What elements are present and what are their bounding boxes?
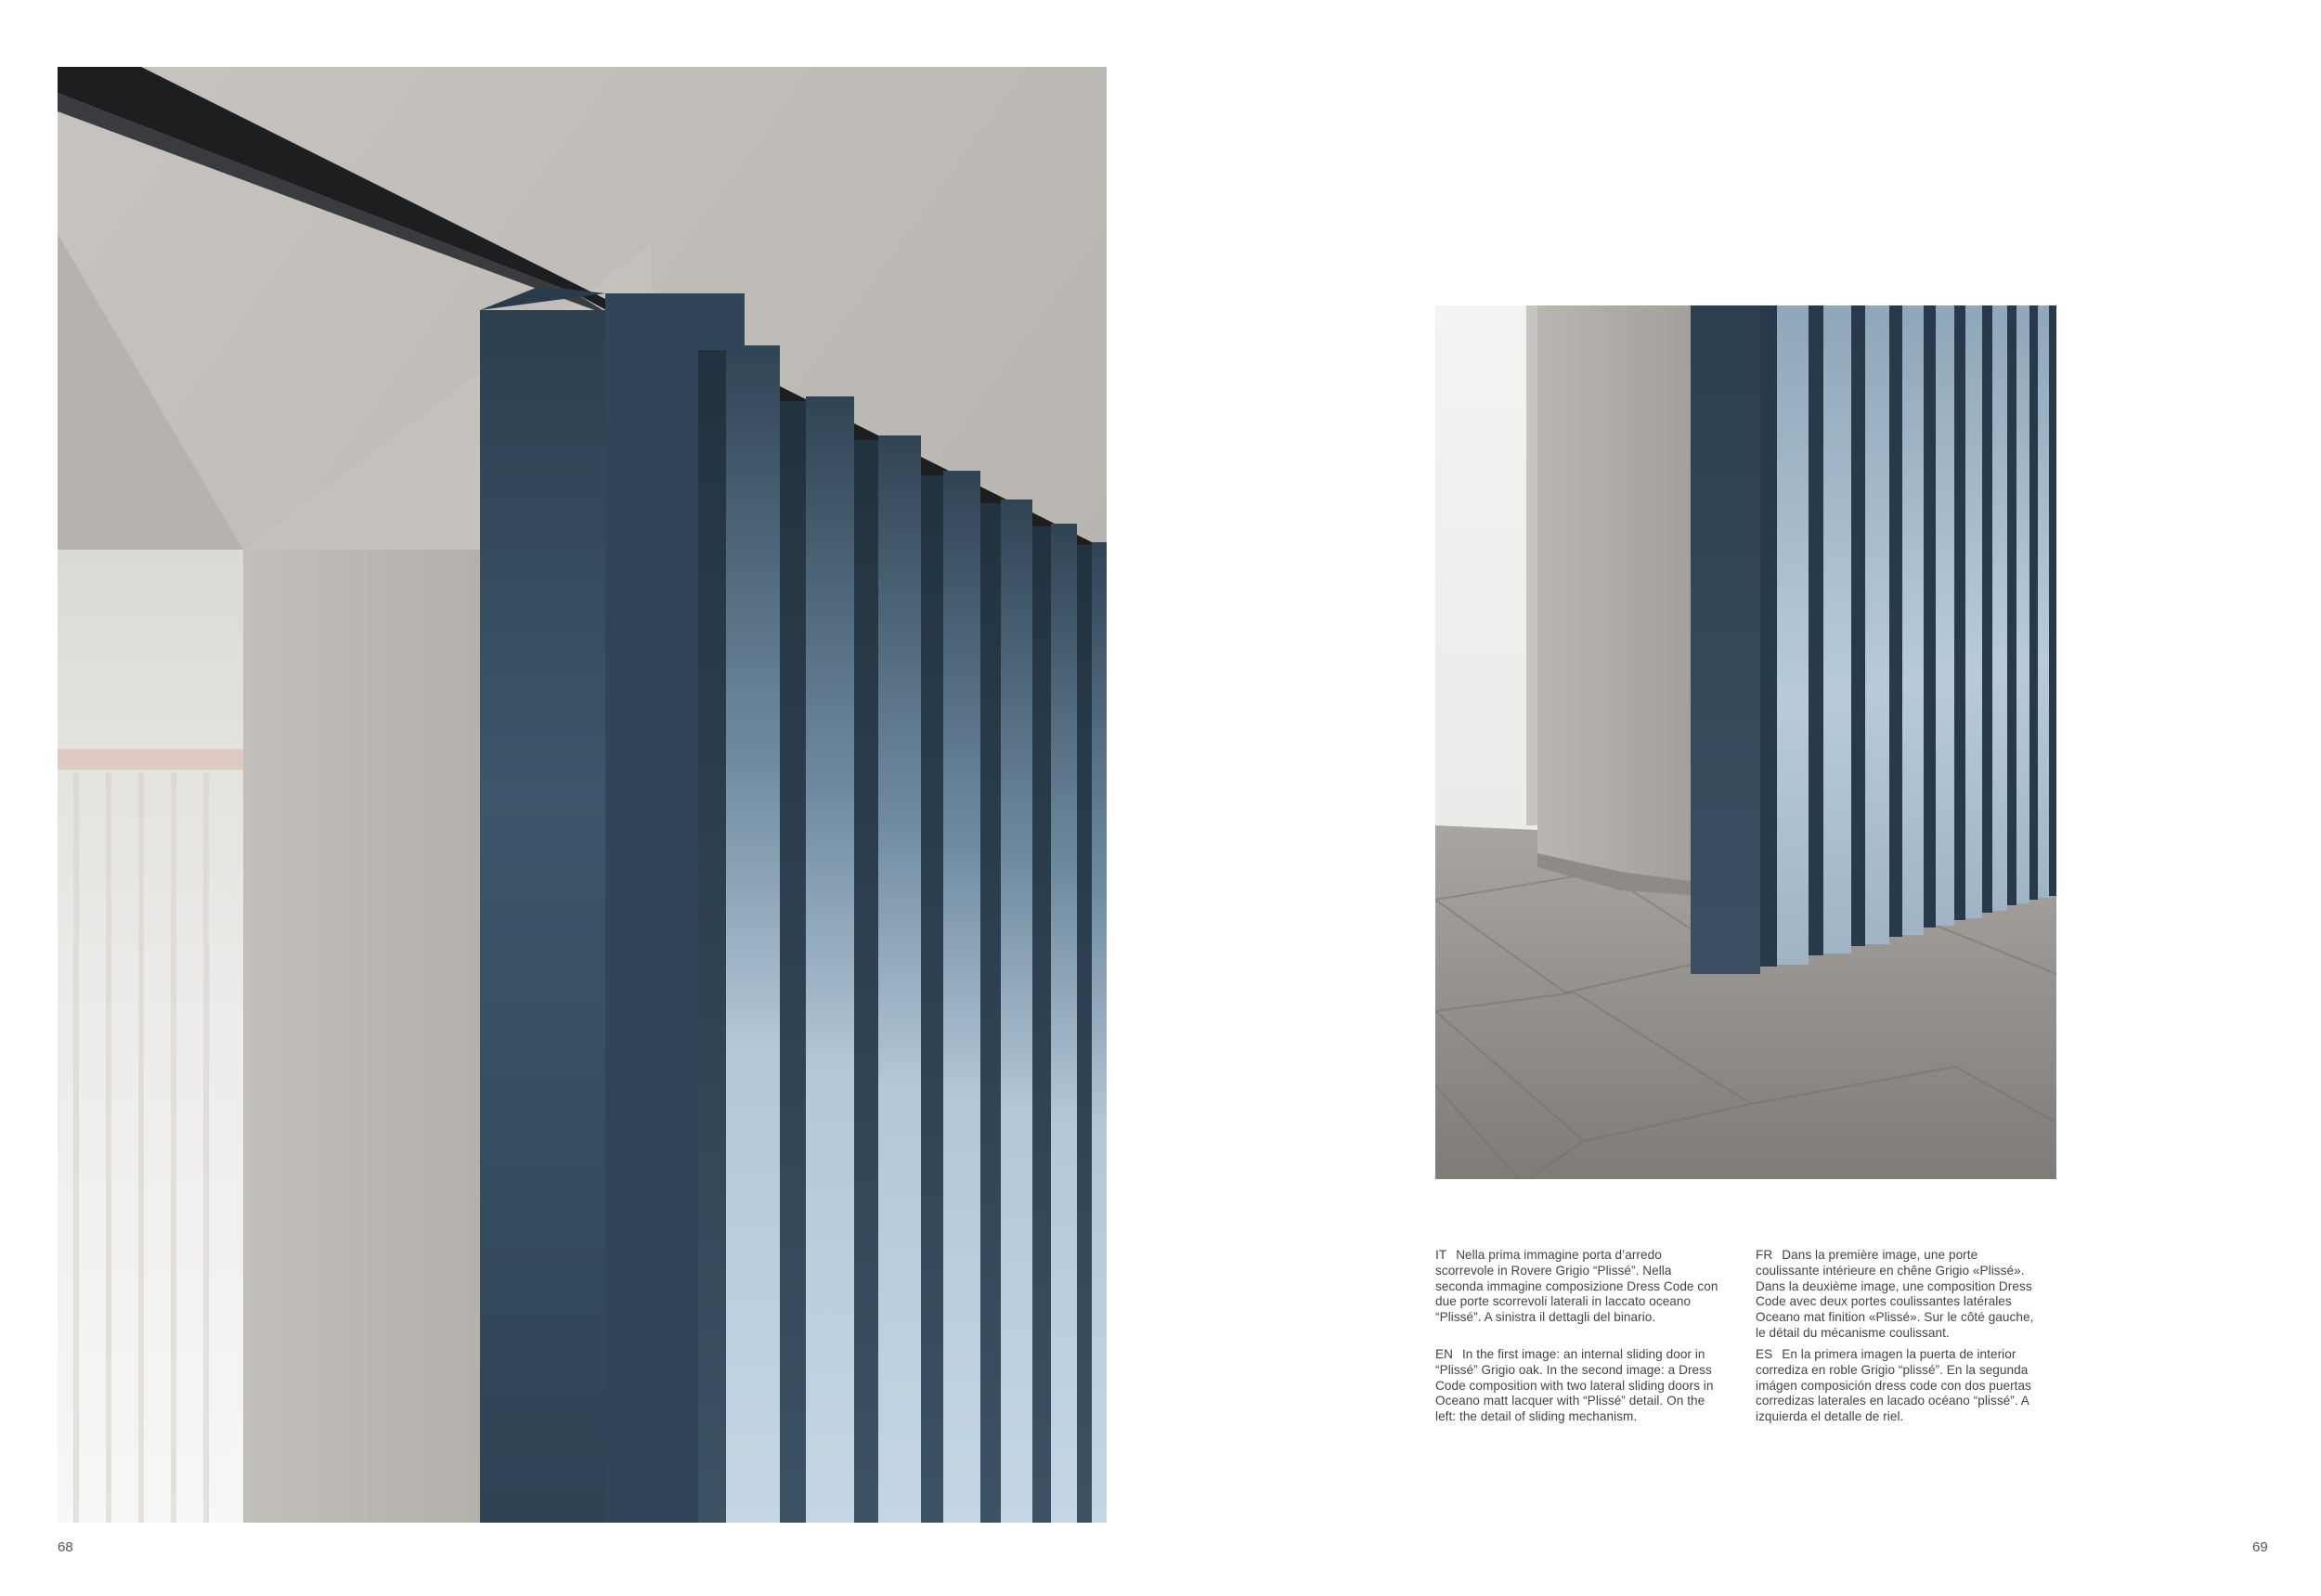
right-pleated-fins (1760, 305, 2056, 967)
caption-french (1756, 1248, 2043, 1342)
caption-spanish (1756, 1347, 2043, 1425)
caption-lang-code: IT (1435, 1248, 1447, 1262)
photo-left-illustration (58, 67, 1107, 1523)
caption-lang-code: EN (1435, 1347, 1453, 1361)
caption-text: En la primera imagen la puerta de interior corrediza en roble Grigio “plissé”. En la segunda imágen composición dress code con dos puertas corredizas laterales en lacado océano “plissé”. A izquierda el detalle de riel. (1756, 1347, 2031, 1424)
caption-lang-code: FR (1756, 1248, 1773, 1262)
caption-text: In the first image: an internal sliding door in “Plissé” Grigio oak. In the second image: a Dress Code composition with two lateral sliding doors in Oceano matt lacquer with “Plissé” detail. On the left: the detail of sliding mechanism. (1435, 1347, 1714, 1424)
page-number-left: 68 (58, 1539, 73, 1555)
photo-dress-code-composition (1435, 305, 2056, 1179)
photo-right-illustration (1435, 305, 2056, 1179)
caption-english (1435, 1347, 1723, 1425)
caption-italian (1435, 1248, 1723, 1326)
caption-text: Dans la première image, une porte coulissante intérieure en chêne Grigio «Plissé». Dans la deuxième image, une composition Dress Code avec deux portes coulissantes latérales Oceano mat finition «Plissé». Sur le côté gauche, le détail du mécanisme coulissant. (1756, 1248, 2034, 1340)
caption-text: Nella prima immagine porta d’arredo scorrevole in Rovere Grigio “Plissé”. Nella seconda immagine composizione Dress Code con due porte scorrevoli laterali in laccato oceano “Plissé”. A sinistra il dettagli del binario. (1435, 1248, 1718, 1325)
page-number-right: 69 (2252, 1539, 2268, 1555)
caption-lang-code: ES (1756, 1347, 1773, 1361)
photo-sliding-door-detail (58, 67, 1107, 1523)
